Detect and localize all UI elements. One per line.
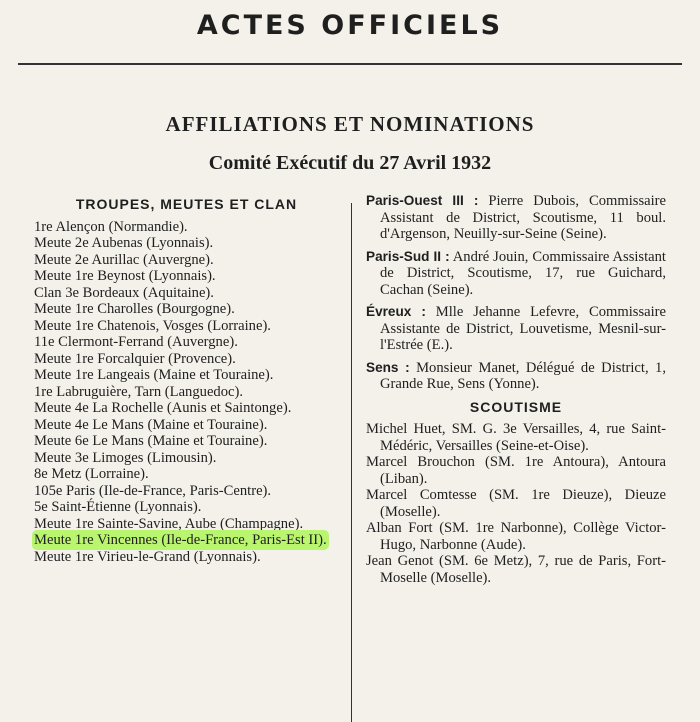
list-item: Marcel Brouchon (SM. 1re Antoura), Antoura (Liban). (366, 454, 666, 487)
district-name: Sens : (366, 359, 410, 375)
committee-line: Comité Exécutif du 27 Avril 1932 (208, 152, 492, 174)
list-item: 11e Clermont-Ferrand (Auvergne). (34, 334, 238, 350)
list-item: Meute 1re Charolles (Bourgogne). (34, 301, 235, 317)
list-item: Meute 3e Limoges (Limousin). (34, 449, 217, 466)
list-item: Marcel Comtesse (SM. 1re Dieuze), Dieuze (Moselle). (366, 487, 666, 520)
list-item: Meute 4e Le Mans (Maine et Touraine). (34, 416, 268, 433)
district-name: Paris-Ouest III : (366, 193, 479, 208)
column-divider (351, 203, 352, 722)
scoutisme-heading: SCOUTISME (469, 398, 563, 415)
list-item: Clan 3e Bordeaux (Aquitaine). (34, 284, 214, 301)
list-item: Meute 1re Forcalquier (Provence). (34, 350, 236, 367)
district-entry (366, 360, 666, 393)
page-title: ACTES OFFICIELS (196, 10, 504, 41)
right-column (366, 193, 666, 586)
list-item-highlighted (34, 532, 339, 549)
highlighted-text: Meute 1re Vincennes (Ile-de-France, Paris-Est II). (34, 532, 327, 548)
list-item: 8e Metz (Lorraine). (34, 466, 149, 482)
list-item: Meute 1re Beynost (Lyonnais). (34, 268, 216, 284)
left-column-heading: TROUPES, MEUTES ET CLAN (75, 196, 298, 212)
district-name: Paris-Sud II : (366, 248, 450, 264)
list-item: 105e Paris (Ile-de-France, Paris-Centre). (34, 482, 272, 499)
section-title: AFFILIATIONS ET NOMINATIONS (165, 112, 535, 136)
list-item: Meute 6e Le Mans (Maine et Touraine). (34, 433, 268, 449)
district-entry (366, 304, 666, 354)
district-details: Pierre Dubois, Commissaire Assistant de District, Scoutisme, 11 boul. d'Argenson, Neuilly-sur-Seine (Seine). (380, 193, 667, 242)
list-item: Meute 2e Aubenas (Lyonnais). (34, 235, 214, 251)
list-item: Meute 1re Sainte-Savine, Aube (Champagne). (34, 515, 304, 532)
list-item: 5e Saint-Étienne (Lyonnais). (34, 499, 202, 515)
district-entry (366, 249, 666, 299)
list-item: Meute 1re Virieu-le-Grand (Lyonnais). (34, 548, 261, 565)
district-entry (366, 193, 666, 243)
list-item: Jean Genot (SM. 6e Metz), 7, rue de Paris, Fort-Moselle (Moselle). (366, 553, 666, 586)
district-name: Évreux : (366, 304, 426, 319)
list-item: Meute 1re Langeais (Maine et Touraine). (34, 367, 274, 383)
list-item: 1re Alençon (Normandie). (34, 218, 188, 235)
list-item: Meute 4e La Rochelle (Aunis et Saintonge). (34, 400, 292, 416)
district-details: André Jouin, Commissaire Assistant de District, Scoutisme, 17, rue Guichard, Cachan (Seine). (380, 248, 666, 298)
left-column (34, 193, 339, 565)
list-item: Alban Fort (SM. 1re Narbonne), Collège Victor-Hugo, Narbonne (Aude). (366, 520, 666, 553)
list-item: Michel Huet, SM. G. 3e Versailles, 4, rue Saint-Médéric, Versailles (Seine-et-Oise). (366, 421, 666, 454)
district-details: Monsieur Manet, Délégué de District, 1, Grande Rue, Sens (Yonne). (380, 359, 666, 392)
title-rule (18, 63, 682, 65)
district-details: Mlle Jehanne Lefevre, Commissaire Assistante de District, Louvetisme, Mesnil-sur-l'Estrée (E.). (380, 304, 667, 353)
left-entries (34, 219, 339, 566)
list-item: Meute 2e Aurillac (Auvergne). (34, 251, 214, 268)
list-item: 1re Labruguière, Tarn (Languedoc). (34, 383, 244, 400)
list-item: Meute 1re Chatenois, Vosges (Lorraine). (34, 317, 271, 334)
